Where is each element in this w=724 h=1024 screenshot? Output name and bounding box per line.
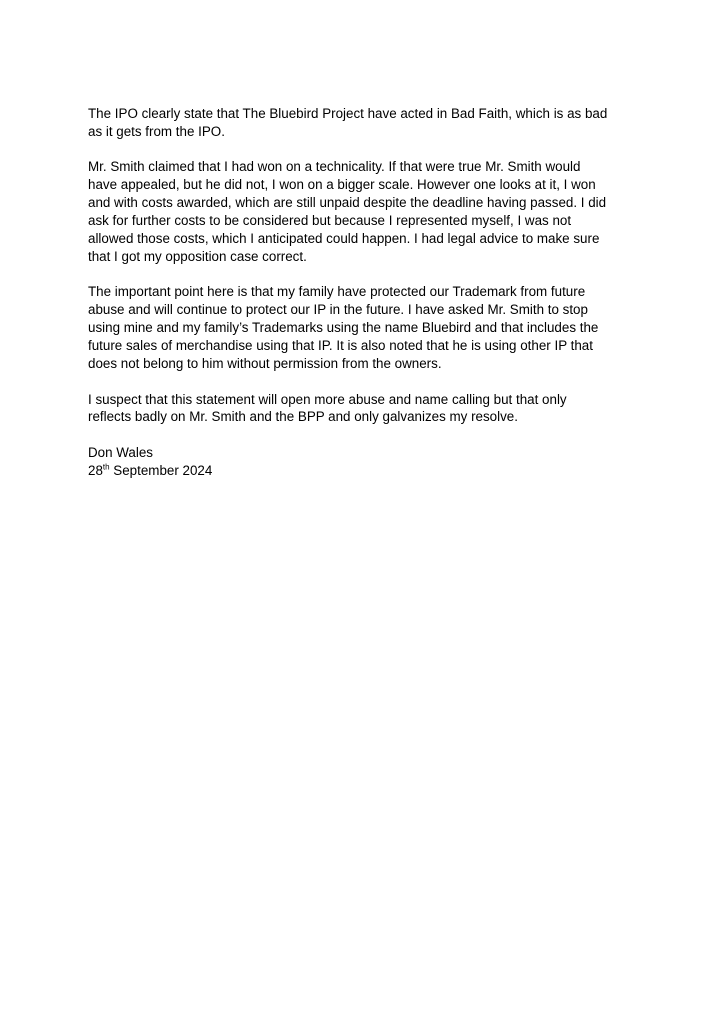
paragraph-technicality: Mr. Smith claimed that I had won on a technicality. If that were true Mr. Smith would have appealed, but he did not, I won on a bigger scale. However one looks at it, I won and with costs awarded, which are still unpaid despite the deadline having passed. I did ask for further costs to be considered but because I represented myself, I was not allowed those costs, which I anticipated could happen. I had legal advice to make sure that I got my opposition case correct.: [88, 159, 607, 264]
date-ordinal-suffix: th: [102, 462, 110, 472]
signature-name: Don Wales: [88, 444, 153, 460]
paragraph-trademark-protection: The important point here is that my family have protected our Trademark from future abuse and will continue to protect our IP in the future. I have asked Mr. Smith to stop using mine and my family’s Trademarks using the name Bluebird and that includes the future sales of merchandise using that IP. It is also noted that he is using other IP that does not belong to him without permission from the owners.: [88, 284, 599, 372]
signature-date: [88, 462, 644, 480]
signature-block: [88, 444, 644, 480]
paragraph-closing-statement: I suspect that this statement will open more abuse and name calling but that only reflects badly on Mr. Smith and the BPP and only galvanizes my resolve.: [88, 391, 567, 425]
date-month-year: September 2024: [109, 462, 213, 478]
date-day: 28: [88, 462, 103, 478]
paragraph-ipo-statement: The IPO clearly state that The Bluebird Project have acted in Bad Faith, which is as bad as it gets from the IPO.: [88, 106, 608, 139]
document-body: [88, 105, 644, 480]
